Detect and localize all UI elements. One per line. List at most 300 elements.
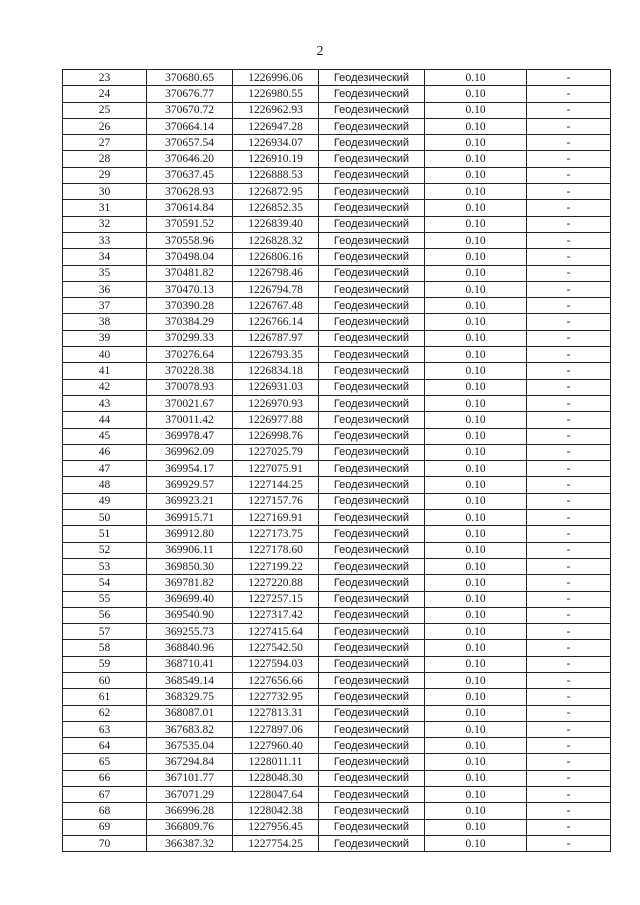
table-row <box>63 803 611 819</box>
method-cell: Геодезический <box>319 591 425 607</box>
y-coordinate-cell: 1227813.31 <box>233 705 319 721</box>
x-coordinate-cell: 369954.17 <box>147 461 233 477</box>
accuracy-cell: 0.10 <box>425 738 527 754</box>
x-coordinate-cell: 370498.04 <box>147 249 233 265</box>
accuracy-cell: 0.10 <box>425 200 527 216</box>
method-cell: Геодезический <box>319 428 425 444</box>
y-coordinate-cell: 1227025.79 <box>233 444 319 460</box>
table-row <box>63 721 611 737</box>
accuracy-cell: 0.10 <box>425 184 527 200</box>
accuracy-cell: 0.10 <box>425 265 527 281</box>
x-coordinate-cell: 369781.82 <box>147 575 233 591</box>
table-row <box>63 363 611 379</box>
method-cell: Геодезический <box>319 656 425 672</box>
note-cell: - <box>527 281 611 297</box>
table-row <box>63 689 611 705</box>
note-cell: - <box>527 477 611 493</box>
table-row <box>63 575 611 591</box>
accuracy-cell: 0.10 <box>425 330 527 346</box>
method-cell: Геодезический <box>319 477 425 493</box>
accuracy-cell: 0.10 <box>425 558 527 574</box>
note-cell: - <box>527 591 611 607</box>
note-cell: - <box>527 200 611 216</box>
x-coordinate-cell: 367071.29 <box>147 787 233 803</box>
point-number-cell: 64 <box>63 738 147 754</box>
point-number-cell: 63 <box>63 721 147 737</box>
point-number-cell: 41 <box>63 363 147 379</box>
x-coordinate-cell: 369912.80 <box>147 526 233 542</box>
table-row <box>63 705 611 721</box>
accuracy-cell: 0.10 <box>425 493 527 509</box>
x-coordinate-cell: 369962.09 <box>147 444 233 460</box>
table-row <box>63 624 611 640</box>
y-coordinate-cell: 1226793.35 <box>233 347 319 363</box>
note-cell: - <box>527 754 611 770</box>
y-coordinate-cell: 1228042.38 <box>233 803 319 819</box>
note-cell: - <box>527 249 611 265</box>
point-number-cell: 70 <box>63 835 147 851</box>
point-number-cell: 51 <box>63 526 147 542</box>
accuracy-cell: 0.10 <box>425 167 527 183</box>
note-cell: - <box>527 167 611 183</box>
method-cell: Геодезический <box>319 347 425 363</box>
y-coordinate-cell: 1227542.50 <box>233 640 319 656</box>
point-number-cell: 44 <box>63 412 147 428</box>
table-row <box>63 216 611 232</box>
note-cell: - <box>527 135 611 151</box>
y-coordinate-cell: 1226977.88 <box>233 412 319 428</box>
accuracy-cell: 0.10 <box>425 477 527 493</box>
note-cell: - <box>527 656 611 672</box>
x-coordinate-cell: 370664.14 <box>147 118 233 134</box>
accuracy-cell: 0.10 <box>425 705 527 721</box>
table-row <box>63 558 611 574</box>
table-row <box>63 607 611 623</box>
y-coordinate-cell: 1226996.06 <box>233 70 319 86</box>
method-cell: Геодезический <box>319 444 425 460</box>
x-coordinate-cell: 369978.47 <box>147 428 233 444</box>
point-number-cell: 30 <box>63 184 147 200</box>
table-row <box>63 835 611 851</box>
table-row <box>63 510 611 526</box>
point-number-cell: 57 <box>63 624 147 640</box>
y-coordinate-cell: 1227415.64 <box>233 624 319 640</box>
table-row <box>63 314 611 330</box>
method-cell: Геодезический <box>319 200 425 216</box>
x-coordinate-cell: 369699.40 <box>147 591 233 607</box>
y-coordinate-cell: 1226767.48 <box>233 298 319 314</box>
x-coordinate-cell: 370591.52 <box>147 216 233 232</box>
method-cell: Геодезический <box>319 216 425 232</box>
accuracy-cell: 0.10 <box>425 754 527 770</box>
note-cell: - <box>527 640 611 656</box>
note-cell: - <box>527 526 611 542</box>
x-coordinate-cell: 368710.41 <box>147 656 233 672</box>
note-cell: - <box>527 461 611 477</box>
table-row <box>63 265 611 281</box>
x-coordinate-cell: 370657.54 <box>147 135 233 151</box>
method-cell: Геодезический <box>319 86 425 102</box>
point-number-cell: 54 <box>63 575 147 591</box>
accuracy-cell: 0.10 <box>425 819 527 835</box>
accuracy-cell: 0.10 <box>425 526 527 542</box>
point-number-cell: 24 <box>63 86 147 102</box>
accuracy-cell: 0.10 <box>425 835 527 851</box>
method-cell: Геодезический <box>319 607 425 623</box>
accuracy-cell: 0.10 <box>425 624 527 640</box>
y-coordinate-cell: 1227178.60 <box>233 542 319 558</box>
point-number-cell: 46 <box>63 444 147 460</box>
x-coordinate-cell: 370228.38 <box>147 363 233 379</box>
table-row <box>63 526 611 542</box>
y-coordinate-cell: 1226888.53 <box>233 167 319 183</box>
note-cell: - <box>527 102 611 118</box>
y-coordinate-cell: 1227220.88 <box>233 575 319 591</box>
note-cell: - <box>527 412 611 428</box>
note-cell: - <box>527 803 611 819</box>
note-cell: - <box>527 314 611 330</box>
x-coordinate-cell: 370384.29 <box>147 314 233 330</box>
note-cell: - <box>527 705 611 721</box>
y-coordinate-cell: 1226852.35 <box>233 200 319 216</box>
table-row <box>63 167 611 183</box>
note-cell: - <box>527 542 611 558</box>
y-coordinate-cell: 1226794.78 <box>233 281 319 297</box>
method-cell: Геодезический <box>319 249 425 265</box>
method-cell: Геодезический <box>319 493 425 509</box>
point-number-cell: 47 <box>63 461 147 477</box>
method-cell: Геодезический <box>319 281 425 297</box>
x-coordinate-cell: 368087.01 <box>147 705 233 721</box>
y-coordinate-cell: 1227956.45 <box>233 819 319 835</box>
point-number-cell: 42 <box>63 379 147 395</box>
point-number-cell: 40 <box>63 347 147 363</box>
accuracy-cell: 0.10 <box>425 281 527 297</box>
method-cell: Геодезический <box>319 102 425 118</box>
method-cell: Геодезический <box>319 542 425 558</box>
note-cell: - <box>527 232 611 248</box>
point-number-cell: 69 <box>63 819 147 835</box>
x-coordinate-cell: 370078.93 <box>147 379 233 395</box>
point-number-cell: 25 <box>63 102 147 118</box>
table-row <box>63 184 611 200</box>
table-row <box>63 428 611 444</box>
point-number-cell: 53 <box>63 558 147 574</box>
accuracy-cell: 0.10 <box>425 461 527 477</box>
table-row <box>63 281 611 297</box>
point-number-cell: 26 <box>63 118 147 134</box>
method-cell: Геодезический <box>319 363 425 379</box>
point-number-cell: 61 <box>63 689 147 705</box>
note-cell: - <box>527 395 611 411</box>
x-coordinate-cell: 370299.33 <box>147 330 233 346</box>
accuracy-cell: 0.10 <box>425 379 527 395</box>
x-coordinate-cell: 367535.04 <box>147 738 233 754</box>
accuracy-cell: 0.10 <box>425 86 527 102</box>
note-cell: - <box>527 265 611 281</box>
note-cell: - <box>527 86 611 102</box>
y-coordinate-cell: 1227169.91 <box>233 510 319 526</box>
x-coordinate-cell: 370481.82 <box>147 265 233 281</box>
table-row <box>63 232 611 248</box>
x-coordinate-cell: 366387.32 <box>147 835 233 851</box>
method-cell: Геодезический <box>319 265 425 281</box>
point-number-cell: 35 <box>63 265 147 281</box>
table-row <box>63 770 611 786</box>
table-row <box>63 298 611 314</box>
x-coordinate-cell: 369906.11 <box>147 542 233 558</box>
method-cell: Геодезический <box>319 330 425 346</box>
x-coordinate-cell: 370670.72 <box>147 102 233 118</box>
accuracy-cell: 0.10 <box>425 314 527 330</box>
table-row <box>63 249 611 265</box>
accuracy-cell: 0.10 <box>425 428 527 444</box>
point-number-cell: 50 <box>63 510 147 526</box>
method-cell: Геодезический <box>319 151 425 167</box>
accuracy-cell: 0.10 <box>425 770 527 786</box>
method-cell: Геодезический <box>319 770 425 786</box>
y-coordinate-cell: 1227754.25 <box>233 835 319 851</box>
note-cell: - <box>527 770 611 786</box>
x-coordinate-cell: 369929.57 <box>147 477 233 493</box>
point-number-cell: 33 <box>63 232 147 248</box>
method-cell: Геодезический <box>319 575 425 591</box>
note-cell: - <box>527 624 611 640</box>
x-coordinate-cell: 370021.67 <box>147 395 233 411</box>
method-cell: Геодезический <box>319 118 425 134</box>
method-cell: Геодезический <box>319 184 425 200</box>
x-coordinate-cell: 369255.73 <box>147 624 233 640</box>
y-coordinate-cell: 1226798.46 <box>233 265 319 281</box>
table-row <box>63 672 611 688</box>
y-coordinate-cell: 1227199.22 <box>233 558 319 574</box>
table-row <box>63 738 611 754</box>
table-row <box>63 379 611 395</box>
x-coordinate-cell: 370614.84 <box>147 200 233 216</box>
point-number-cell: 55 <box>63 591 147 607</box>
point-number-cell: 39 <box>63 330 147 346</box>
point-number-cell: 34 <box>63 249 147 265</box>
y-coordinate-cell: 1226872.95 <box>233 184 319 200</box>
method-cell: Геодезический <box>319 412 425 428</box>
note-cell: - <box>527 721 611 737</box>
method-cell: Геодезический <box>319 314 425 330</box>
table-row <box>63 787 611 803</box>
note-cell: - <box>527 444 611 460</box>
y-coordinate-cell: 1227317.42 <box>233 607 319 623</box>
accuracy-cell: 0.10 <box>425 412 527 428</box>
note-cell: - <box>527 510 611 526</box>
method-cell: Геодезический <box>319 705 425 721</box>
y-coordinate-cell: 1226947.28 <box>233 118 319 134</box>
x-coordinate-cell: 369540.90 <box>147 607 233 623</box>
y-coordinate-cell: 1226980.55 <box>233 86 319 102</box>
x-coordinate-cell: 370470.13 <box>147 281 233 297</box>
table-row <box>63 461 611 477</box>
point-number-cell: 31 <box>63 200 147 216</box>
point-number-cell: 68 <box>63 803 147 819</box>
method-cell: Геодезический <box>319 298 425 314</box>
coordinates-table <box>62 69 611 852</box>
note-cell: - <box>527 819 611 835</box>
method-cell: Геодезический <box>319 819 425 835</box>
point-number-cell: 29 <box>63 167 147 183</box>
table-row <box>63 754 611 770</box>
x-coordinate-cell: 370390.28 <box>147 298 233 314</box>
accuracy-cell: 0.10 <box>425 591 527 607</box>
note-cell: - <box>527 298 611 314</box>
accuracy-cell: 0.10 <box>425 135 527 151</box>
note-cell: - <box>527 672 611 688</box>
y-coordinate-cell: 1227960.40 <box>233 738 319 754</box>
point-number-cell: 59 <box>63 656 147 672</box>
method-cell: Геодезический <box>319 510 425 526</box>
table-row <box>63 86 611 102</box>
y-coordinate-cell: 1227157.76 <box>233 493 319 509</box>
note-cell: - <box>527 379 611 395</box>
method-cell: Геодезический <box>319 526 425 542</box>
x-coordinate-cell: 370676.77 <box>147 86 233 102</box>
accuracy-cell: 0.10 <box>425 232 527 248</box>
note-cell: - <box>527 428 611 444</box>
y-coordinate-cell: 1226839.40 <box>233 216 319 232</box>
point-number-cell: 65 <box>63 754 147 770</box>
point-number-cell: 67 <box>63 787 147 803</box>
y-coordinate-cell: 1227594.03 <box>233 656 319 672</box>
y-coordinate-cell: 1227173.75 <box>233 526 319 542</box>
accuracy-cell: 0.10 <box>425 721 527 737</box>
accuracy-cell: 0.10 <box>425 542 527 558</box>
accuracy-cell: 0.10 <box>425 787 527 803</box>
page-number: 2 <box>316 44 324 59</box>
table-row <box>63 70 611 86</box>
table-row <box>63 151 611 167</box>
table-row <box>63 640 611 656</box>
point-number-cell: 43 <box>63 395 147 411</box>
accuracy-cell: 0.10 <box>425 102 527 118</box>
accuracy-cell: 0.10 <box>425 672 527 688</box>
y-coordinate-cell: 1226806.16 <box>233 249 319 265</box>
method-cell: Геодезический <box>319 558 425 574</box>
note-cell: - <box>527 738 611 754</box>
y-coordinate-cell: 1228011.11 <box>233 754 319 770</box>
accuracy-cell: 0.10 <box>425 444 527 460</box>
note-cell: - <box>527 118 611 134</box>
y-coordinate-cell: 1227075.91 <box>233 461 319 477</box>
x-coordinate-cell: 369923.21 <box>147 493 233 509</box>
y-coordinate-cell: 1226970.93 <box>233 395 319 411</box>
method-cell: Геодезический <box>319 689 425 705</box>
x-coordinate-cell: 366809.76 <box>147 819 233 835</box>
y-coordinate-cell: 1226787.97 <box>233 330 319 346</box>
note-cell: - <box>527 787 611 803</box>
accuracy-cell: 0.10 <box>425 363 527 379</box>
x-coordinate-cell: 370558.96 <box>147 232 233 248</box>
point-number-cell: 62 <box>63 705 147 721</box>
note-cell: - <box>527 151 611 167</box>
table-row <box>63 200 611 216</box>
y-coordinate-cell: 1228047.64 <box>233 787 319 803</box>
x-coordinate-cell: 369915.71 <box>147 510 233 526</box>
y-coordinate-cell: 1227257.15 <box>233 591 319 607</box>
y-coordinate-cell: 1226931.03 <box>233 379 319 395</box>
method-cell: Геодезический <box>319 135 425 151</box>
point-number-cell: 56 <box>63 607 147 623</box>
method-cell: Геодезический <box>319 395 425 411</box>
x-coordinate-cell: 368329.75 <box>147 689 233 705</box>
accuracy-cell: 0.10 <box>425 395 527 411</box>
table-row <box>63 135 611 151</box>
x-coordinate-cell: 368840.96 <box>147 640 233 656</box>
point-number-cell: 27 <box>63 135 147 151</box>
point-number-cell: 38 <box>63 314 147 330</box>
x-coordinate-cell: 369850.30 <box>147 558 233 574</box>
note-cell: - <box>527 835 611 851</box>
method-cell: Геодезический <box>319 738 425 754</box>
x-coordinate-cell: 367294.84 <box>147 754 233 770</box>
method-cell: Геодезический <box>319 754 425 770</box>
y-coordinate-cell: 1226910.19 <box>233 151 319 167</box>
point-number-cell: 52 <box>63 542 147 558</box>
accuracy-cell: 0.10 <box>425 803 527 819</box>
accuracy-cell: 0.10 <box>425 118 527 134</box>
point-number-cell: 37 <box>63 298 147 314</box>
x-coordinate-cell: 368549.14 <box>147 672 233 688</box>
note-cell: - <box>527 70 611 86</box>
method-cell: Геодезический <box>319 624 425 640</box>
note-cell: - <box>527 689 611 705</box>
method-cell: Геодезический <box>319 672 425 688</box>
table-row <box>63 819 611 835</box>
method-cell: Геодезический <box>319 70 425 86</box>
table-row <box>63 118 611 134</box>
y-coordinate-cell: 1226934.07 <box>233 135 319 151</box>
table-row <box>63 477 611 493</box>
y-coordinate-cell: 1227656.66 <box>233 672 319 688</box>
point-number-cell: 28 <box>63 151 147 167</box>
x-coordinate-cell: 370646.20 <box>147 151 233 167</box>
accuracy-cell: 0.10 <box>425 575 527 591</box>
y-coordinate-cell: 1226834.18 <box>233 363 319 379</box>
accuracy-cell: 0.10 <box>425 656 527 672</box>
coordinates-table-body <box>63 70 611 852</box>
table-row <box>63 591 611 607</box>
y-coordinate-cell: 1228048.30 <box>233 770 319 786</box>
x-coordinate-cell: 370276.64 <box>147 347 233 363</box>
x-coordinate-cell: 366996.28 <box>147 803 233 819</box>
point-number-cell: 58 <box>63 640 147 656</box>
accuracy-cell: 0.10 <box>425 347 527 363</box>
table-row <box>63 102 611 118</box>
y-coordinate-cell: 1227144.25 <box>233 477 319 493</box>
point-number-cell: 48 <box>63 477 147 493</box>
y-coordinate-cell: 1226962.93 <box>233 102 319 118</box>
table-row <box>63 330 611 346</box>
note-cell: - <box>527 330 611 346</box>
y-coordinate-cell: 1227897.06 <box>233 721 319 737</box>
note-cell: - <box>527 216 611 232</box>
accuracy-cell: 0.10 <box>425 510 527 526</box>
note-cell: - <box>527 558 611 574</box>
accuracy-cell: 0.10 <box>425 216 527 232</box>
method-cell: Геодезический <box>319 640 425 656</box>
x-coordinate-cell: 370680.65 <box>147 70 233 86</box>
accuracy-cell: 0.10 <box>425 689 527 705</box>
x-coordinate-cell: 370628.93 <box>147 184 233 200</box>
point-number-cell: 32 <box>63 216 147 232</box>
method-cell: Геодезический <box>319 835 425 851</box>
method-cell: Геодезический <box>319 379 425 395</box>
